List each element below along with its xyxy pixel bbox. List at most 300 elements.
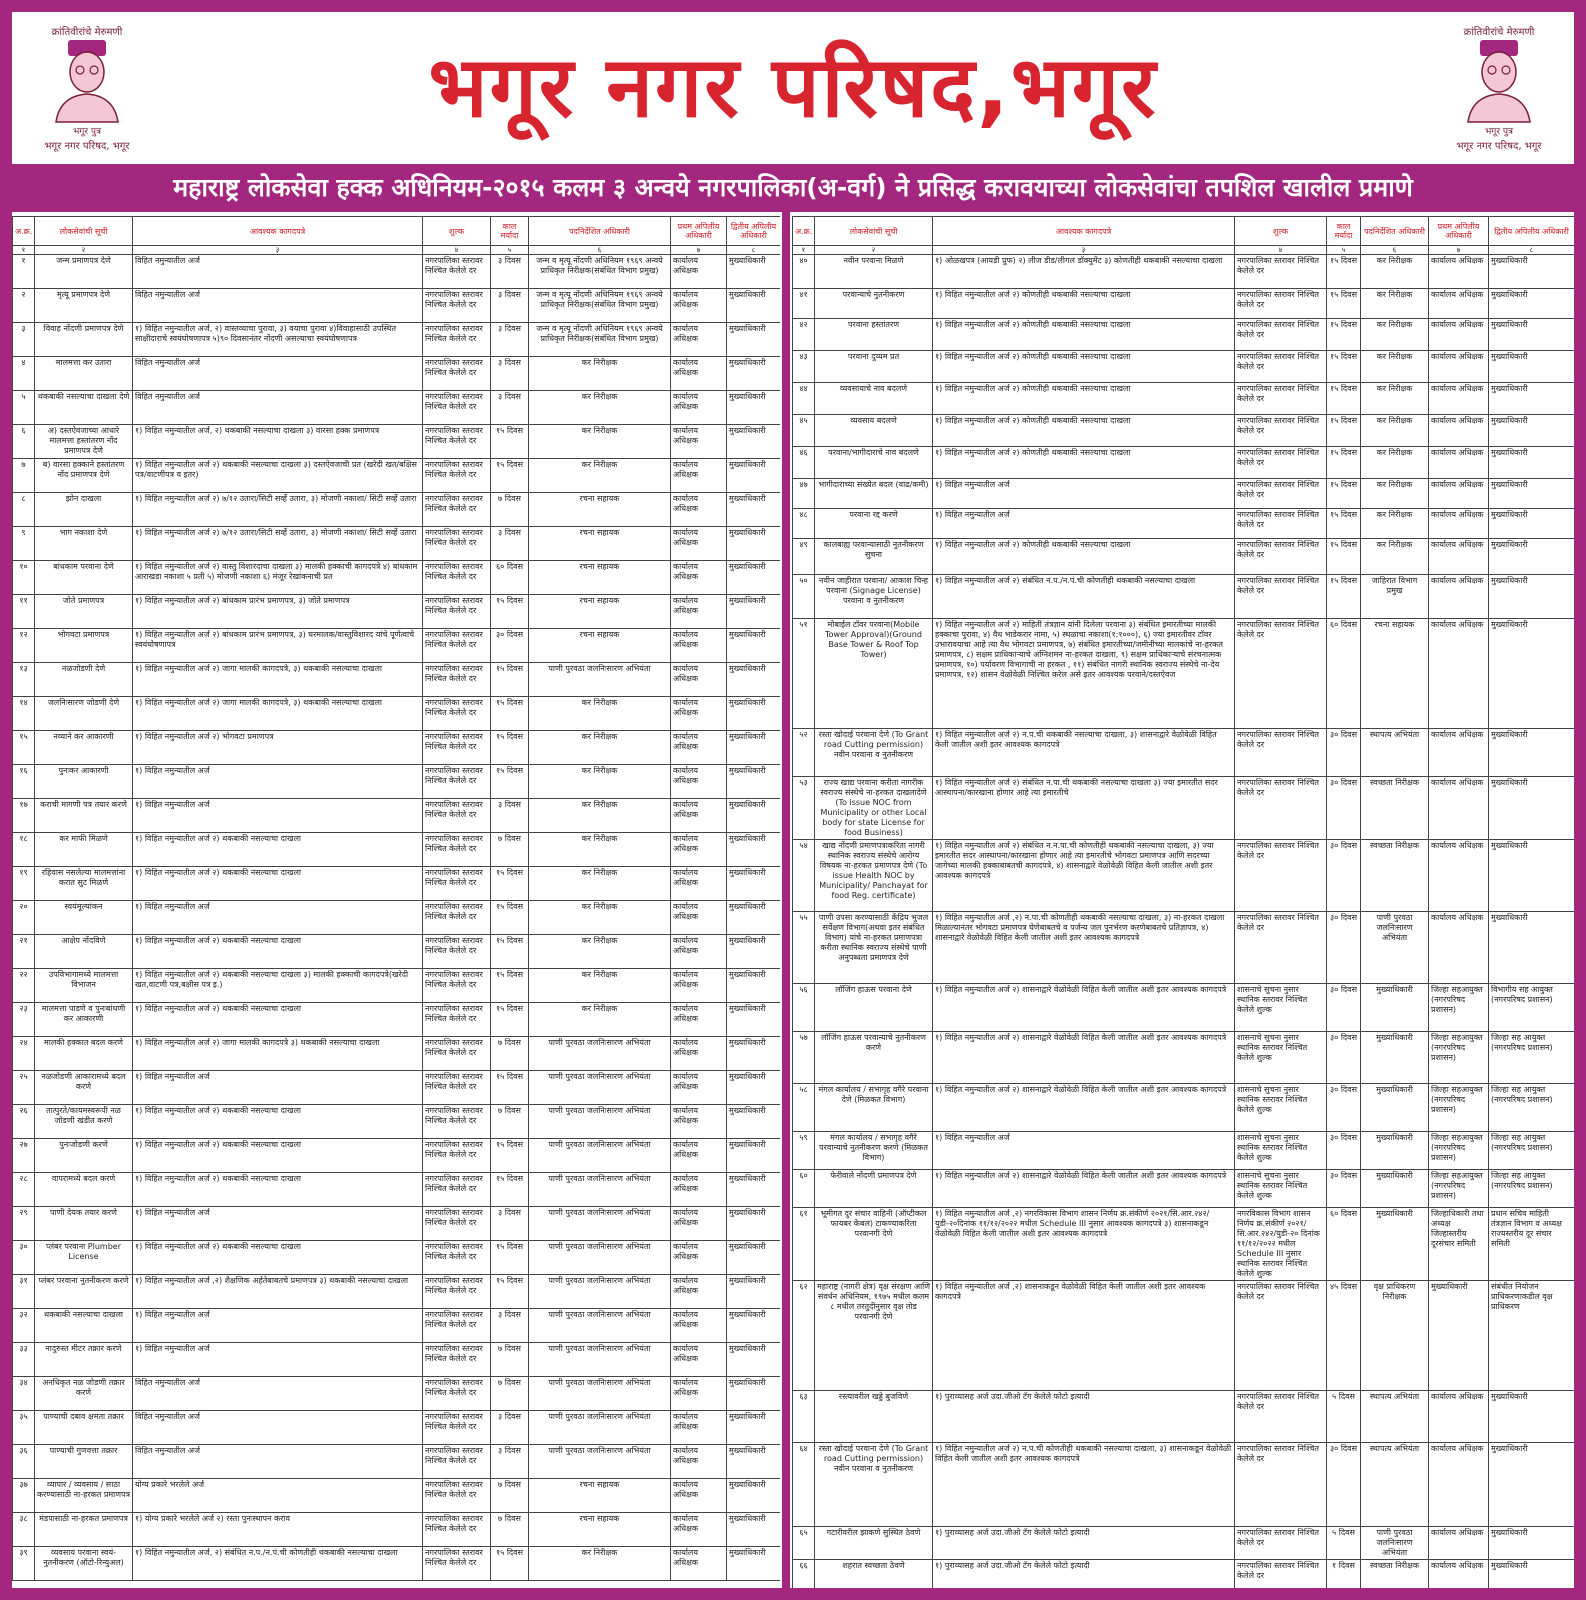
documents-cell: १) विहित नमुन्यातील अर्ज २) कोणतीही थकबाकी नसल्याचा दाखला	[933, 447, 1235, 479]
time-limit-cell: १५ दिवस	[491, 1173, 529, 1207]
table-row	[13, 1445, 781, 1479]
first-appellate-cell: कार्यालय अधिक्षक	[671, 697, 727, 731]
designated-officer-cell: पाणी पुरवठा जलनिःसारण अभियंता	[529, 1105, 671, 1139]
documents-cell: १) विहित नमुन्यातील अर्ज २) संबंधित न.पा.ची थकबाकी नसल्याचा दाखला ३) ज्या इमारतीत सदर आस्थापना/कारखाना होणार आहे त्या इमारतीचे	[933, 777, 1235, 840]
service-name-cell: व्यापार / व्यवसाय / साठा करण्यासाठी ना-हरकत प्रमाणपत्र	[35, 1479, 133, 1513]
first-appellate-cell: कार्यालय अधिक्षक	[671, 255, 727, 289]
column-number: १	[13, 246, 35, 255]
second-appellate-cell: मुख्याधिकारी	[1489, 255, 1575, 289]
first-appellate-cell: कार्यालय अधिक्षक	[671, 1547, 727, 1581]
documents-cell: विहित नमुन्यातील अर्ज	[133, 1411, 423, 1445]
time-limit-cell: १५ दिवस	[491, 1241, 529, 1275]
first-appellate-cell: कार्यालय अधिक्षक	[671, 425, 727, 459]
designated-officer-cell: पाणी पुरवठा जलनिःसारण अभियंता	[529, 1343, 671, 1377]
second-appellate-cell: मुख्याधिकारी	[727, 1241, 781, 1275]
fee-cell: नगरपालिका स्तरावर निश्चित केलेले दर	[423, 425, 491, 459]
second-appellate-cell: मुख्याधिकारी	[727, 731, 781, 765]
time-limit-cell: ३० दिवस	[1327, 912, 1361, 984]
serial-cell: ३५	[13, 1411, 35, 1445]
first-appellate-cell: कार्यालय अधिक्षक	[671, 867, 727, 901]
second-appellate-cell: मुख्याधिकारी	[1489, 575, 1575, 619]
table-row	[13, 1275, 781, 1309]
serial-cell: ४	[13, 357, 35, 391]
fee-cell: नगरपालिका स्तरावर निश्चित केलेले दर	[423, 1241, 491, 1275]
second-appellate-cell: मुख्याधिकारी	[727, 765, 781, 799]
documents-cell: १) विहित नमुन्यातील अर्ज २) थकबाकी नसल्याचा दाखला	[133, 1241, 423, 1275]
second-appellate-cell: जिल्हा सह आयुक्त (नगरपरिषद प्रशासन)	[1489, 1170, 1575, 1208]
fee-cell: नगरपालिका स्तरावर निश्चित केलेले दर	[423, 833, 491, 867]
service-name-cell: परवाना रद्द करणे	[815, 509, 933, 539]
time-limit-cell: १५ दिवस	[491, 1071, 529, 1105]
time-limit-cell: ७ दिवस	[491, 833, 529, 867]
column-header: लोकसेवांची सूची	[35, 217, 133, 246]
serial-cell: ५६	[793, 984, 815, 1032]
serial-cell: ४४	[793, 383, 815, 415]
service-name-cell: परवाना/भागीदाराचे नाव बदलणे	[815, 447, 933, 479]
serial-cell: ३	[13, 323, 35, 357]
first-appellate-cell: जिल्हा सहआयुक्त (नगरपरिषद प्रशासन)	[1429, 984, 1489, 1032]
table-row	[13, 1411, 781, 1445]
fee-cell: नगरपालिका स्तरावर निश्चित केलेले दर	[423, 765, 491, 799]
second-appellate-cell: मुख्याधिकारी	[727, 663, 781, 697]
fee-cell: नगरपालिका स्तरावर निश्चित केलेले दर	[423, 1105, 491, 1139]
designated-officer-cell: रचना सहायक	[529, 493, 671, 527]
serial-cell: ५५	[793, 912, 815, 984]
serial-cell: ६३	[793, 1391, 815, 1443]
first-appellate-cell: कार्यालय अधिक्षक	[671, 1445, 727, 1479]
column-header: अ.क्र.	[793, 217, 815, 246]
table-row	[13, 969, 781, 1003]
time-limit-cell: ५ दिवस	[1327, 1527, 1361, 1560]
fee-cell: शासनाचे सुचना नुसार स्थानिक स्तरावर निश्चित केलेले शुल्क	[1235, 1170, 1327, 1208]
second-appellate-cell: मुख्याधिकारी	[1489, 840, 1575, 912]
time-limit-cell: १५ दिवस	[1327, 351, 1361, 383]
time-limit-cell: १५ दिवस	[491, 935, 529, 969]
designated-officer-cell: कर निरीक्षक	[1361, 255, 1429, 289]
designated-officer-cell: पाणी पुरवठा जलनिःसारण अभियंता	[529, 1139, 671, 1173]
designated-officer-cell: कर निरीक्षक	[529, 425, 671, 459]
time-limit-cell: ३ दिवस	[491, 357, 529, 391]
serial-cell: ८	[13, 493, 35, 527]
second-appellate-cell: मुख्याधिकारी	[727, 1343, 781, 1377]
second-appellate-cell: मुख्याधिकारी	[727, 357, 781, 391]
second-appellate-cell: मुख्याधिकारी	[1489, 509, 1575, 539]
fee-cell: नगरविकास विभाग शासन निर्णय क्र.संकीर्ण २०२१/ सि.आर.२४२/युडी-२० दिनांक ११/१२/२०२२ मधील Schedule III नुसार स्थानिक स्तरावर निश्चित केलेले शुल्क	[1235, 1208, 1327, 1281]
serial-cell: ४७	[793, 479, 815, 509]
fee-cell: नगरपालिका स्तरावर निश्चित केलेले दर	[423, 1547, 491, 1581]
table-row	[13, 391, 781, 425]
fee-cell: नगरपालिका स्तरावर निश्चित केलेले दर	[423, 289, 491, 323]
designated-officer-cell: कर निरीक्षक	[529, 935, 671, 969]
serial-cell: १३	[13, 663, 35, 697]
service-name-cell: वापरामध्ये बदल करणे	[35, 1173, 133, 1207]
fee-cell: नगरपालिका स्तरावर निश्चित केलेले दर	[423, 255, 491, 289]
second-appellate-cell: मुख्याधिकारी	[1489, 1443, 1575, 1527]
table-row	[793, 1527, 1575, 1560]
fee-cell: नगरपालिका स्तरावर निश्चित केलेले दर	[1235, 575, 1327, 619]
serial-cell: ३०	[13, 1241, 35, 1275]
portrait-icon	[50, 38, 124, 124]
column-header: शुल्क	[1235, 217, 1327, 246]
portrait-icon	[1462, 38, 1536, 124]
serial-cell: १४	[13, 697, 35, 731]
second-appellate-cell: मुख्याधिकारी	[727, 323, 781, 357]
documents-cell: १) पुराव्यासह अर्ज उदा.जीओ टॅग केलेले फोटो इत्यादी	[933, 1527, 1235, 1560]
first-appellate-cell: कार्यालय अधिक्षक	[1429, 289, 1489, 319]
logo-left	[22, 24, 152, 156]
documents-cell: १) विहित नमुन्यातील अर्ज २) कोणतीही थकबाकी नसल्याचा दाखला	[933, 415, 1235, 447]
second-appellate-cell: मुख्याधिकारी	[727, 1003, 781, 1037]
time-limit-cell: १ दिवस	[1327, 1560, 1361, 1589]
second-appellate-cell: मुख्याधिकारी	[727, 493, 781, 527]
documents-cell: १) विहित नमुन्यातील अर्ज २) बांधकाम प्रारंभ प्रमाणपत्र, ३) घरमालक/वास्तुविशारद यांचे पूर्णत्वाचे स्वयंघोषणापत्र	[133, 629, 423, 663]
table-row	[793, 619, 1575, 729]
designated-officer-cell: पाणी पुरवठा जलनिःसारण अभियंता	[1361, 1527, 1429, 1560]
table-row	[793, 289, 1575, 319]
serial-cell: ४९	[793, 539, 815, 575]
table-row	[13, 697, 781, 731]
designated-officer-cell: मुख्याधिकारी	[1361, 1132, 1429, 1170]
table-row	[793, 447, 1575, 479]
documents-cell: १) विहित नमुन्यातील अर्ज २) शासनाद्वारे वेळोवेळी विहित केली जातील अशी इतर आवश्यक कागदपत्रे	[933, 1084, 1235, 1132]
documents-cell: १) विहित नमुन्यातील अर्ज २) थकबाकी नसल्याचा दाखला	[133, 1105, 423, 1139]
designated-officer-cell: स्वच्छता निरीक्षक	[1361, 1560, 1429, 1589]
designated-officer-cell: कर निरीक्षक	[529, 697, 671, 731]
designated-officer-cell: रचना सहायक	[529, 1513, 671, 1547]
documents-cell: १) विहित नमुन्यातील अर्ज २) थकबाकी नसल्याचा दाखला	[133, 867, 423, 901]
designated-officer-cell: पाणी पुरवठा जलनिःसारण अभियंता	[529, 1207, 671, 1241]
first-appellate-cell: कार्यालय अधिक्षक	[1429, 479, 1489, 509]
time-limit-cell: १५ दिवस	[491, 901, 529, 935]
fee-cell: नगरपालिका स्तरावर निश्चित केलेले दर	[423, 459, 491, 493]
service-name-cell: नवीन जाहीरात परवाना/ आकाश चिन्ह परवाना (Signage License) परवाना व नुतनीकरण	[815, 575, 933, 619]
time-limit-cell: १५ दिवस	[1327, 539, 1361, 575]
fee-cell: नगरपालिका स्तरावर निश्चित केलेले दर	[423, 1411, 491, 1445]
designated-officer-cell: कर निरीक्षक	[529, 1003, 671, 1037]
designated-officer-cell: स्थापत्य अभियंता	[1361, 1391, 1429, 1443]
time-limit-cell: ३० दिवस	[1327, 1084, 1361, 1132]
first-appellate-cell: कार्यालय अधिक्षक	[671, 1037, 727, 1071]
serial-cell: ५८	[793, 1084, 815, 1132]
first-appellate-cell: कार्यालय अधिक्षक	[671, 527, 727, 561]
table-row	[13, 731, 781, 765]
first-appellate-cell: कार्यालय अधिक्षक	[671, 663, 727, 697]
documents-cell: १) योग्य प्रकारे भरलेले अर्ज २) रस्ता पुनःस्थापन कराव	[133, 1513, 423, 1547]
first-appellate-cell: कार्यालय अधिक्षक	[1429, 319, 1489, 351]
time-limit-cell: ३० दिवस	[1327, 840, 1361, 912]
designated-officer-cell: पाणी पुरवठा जलनिःसारण अभियंता	[529, 1071, 671, 1105]
first-appellate-cell: कार्यालय अधिक्षक	[671, 1479, 727, 1513]
first-appellate-cell: कार्यालय अधिक्षक	[1429, 351, 1489, 383]
column-number: ७	[671, 246, 727, 255]
second-appellate-cell: मुख्याधिकारी	[727, 1173, 781, 1207]
time-limit-cell: १५ दिवस	[1327, 575, 1361, 619]
second-appellate-cell: मुख्याधिकारी	[727, 459, 781, 493]
designated-officer-cell: कर निरीक्षक	[1361, 319, 1429, 351]
first-appellate-cell: कार्यालय अधिक्षक	[671, 969, 727, 1003]
serial-cell: ३७	[13, 1479, 35, 1513]
column-number: ६	[529, 246, 671, 255]
first-appellate-cell: कार्यालय अधिक्षक	[1429, 447, 1489, 479]
serial-cell: ५९	[793, 1132, 815, 1170]
documents-cell: १) विहित नमुन्यातील अर्ज २) जागा मालकी कागदपत्रे, ३) थकबाकी नसल्याचा दाखला	[133, 697, 423, 731]
service-name-cell: मंडपासाठी ना-हरकत प्रमाणपत्र	[35, 1513, 133, 1547]
designated-officer-cell: कर निरीक्षक	[1361, 415, 1429, 447]
table-row	[13, 1241, 781, 1275]
second-appellate-cell: मुख्याधिकारी	[1489, 539, 1575, 575]
fee-cell: नगरपालिका स्तरावर निश्चित केलेले दर	[1235, 383, 1327, 415]
first-appellate-cell: कार्यालय अधिक्षक	[1429, 255, 1489, 289]
table-row	[13, 493, 781, 527]
time-limit-cell: ७ दिवस	[491, 1513, 529, 1547]
fee-cell: नगरपालिका स्तरावर निश्चित केलेले दर	[423, 935, 491, 969]
service-name-cell: महाराष्ट्र (नागरी क्षेत्र) वृक्ष संरक्षण आणि संवर्धन अधिनियम, १९७५ मधील कलम ८ मधील तरतुदीनुसार वृक्ष तोड परवानगी देणे	[815, 1281, 933, 1391]
table-row	[13, 1377, 781, 1411]
time-limit-cell: १५ दिवस	[491, 867, 529, 901]
designated-officer-cell: पाणी पुरवठा जलनिःसारण अभियंता	[529, 1377, 671, 1411]
designated-officer-cell: मुख्याधिकारी	[1361, 1170, 1429, 1208]
designated-officer-cell: पाणी पुरवठा जलनिःसारण अभियंता	[529, 1241, 671, 1275]
time-limit-cell: ३० दिवस	[1327, 984, 1361, 1032]
table-row	[13, 935, 781, 969]
first-appellate-cell: कार्यालय अधिक्षक	[671, 1377, 727, 1411]
second-appellate-cell: मुख्याधिकारी	[727, 289, 781, 323]
services-table-right	[792, 216, 1574, 1588]
serial-cell: २६	[13, 1105, 35, 1139]
time-limit-cell: ७ दिवस	[491, 1105, 529, 1139]
fee-cell: नगरपालिका स्तरावर निश्चित केलेले दर	[1235, 319, 1327, 351]
second-appellate-cell: मुख्याधिकारी	[1489, 1391, 1575, 1443]
designated-officer-cell: पाणी पुरवठा जलनिःसारण अभियंता	[529, 1275, 671, 1309]
documents-cell: १) विहित नमुन्यातील अर्ज २) शासनाद्वारे वेळोवेळी विहित केली जातील अशी इतर आवश्यक कागदपत्रे	[933, 1170, 1235, 1208]
table-row	[793, 319, 1575, 351]
first-appellate-cell: कार्यालय अधिक्षक	[671, 493, 727, 527]
documents-cell: योग्य प्रकारे भरलेले अर्ज	[133, 1479, 423, 1513]
time-limit-cell: ३० दिवस	[1327, 1032, 1361, 1084]
documents-cell: १) विहित नमुन्यातील अर्ज, २) संबंधित न.प./न.पं.ची कोणतीही थकबाकी नसल्याचा दाखला	[133, 1547, 423, 1581]
second-appellate-cell: मुख्याधिकारी	[727, 1513, 781, 1547]
time-limit-cell: १५ दिवस	[1327, 319, 1361, 351]
table-row	[13, 255, 781, 289]
second-appellate-cell: मुख्याधिकारी	[727, 425, 781, 459]
designated-officer-cell: मुख्याधिकारी	[1361, 1032, 1429, 1084]
column-header: प्रथम अपिलीय अधिकारी	[1429, 217, 1489, 246]
column-header: द्वितीय अपिलीय अधिकारी	[1489, 217, 1575, 246]
second-appellate-cell: मुख्याधिकारी	[727, 1139, 781, 1173]
service-name-cell: पाणी देयक तयार करणे	[35, 1207, 133, 1241]
logo-caption-top: क्रांतिवीरांचे मेरुमणी	[51, 27, 123, 38]
documents-cell: विहित नमुन्यातील अर्ज	[133, 255, 423, 289]
time-limit-cell: ३ दिवस	[491, 289, 529, 323]
fee-cell: नगरपालिका स्तरावर निश्चित केलेले दर	[423, 969, 491, 1003]
first-appellate-cell: कार्यालय अधिक्षक	[1429, 777, 1489, 840]
designated-officer-cell: स्थापत्य अभियंता	[1361, 1443, 1429, 1527]
designated-officer-cell: वृक्ष प्राधिकरण निरीक्षक	[1361, 1281, 1429, 1391]
table-row	[13, 1071, 781, 1105]
first-appellate-cell: मुख्याधिकारी	[1429, 1281, 1489, 1391]
serial-cell: १६	[13, 765, 35, 799]
first-appellate-cell: कार्यालय अधिक्षक	[671, 391, 727, 425]
fee-cell: नगरपालिका स्तरावर निश्चित केलेले दर	[423, 323, 491, 357]
service-name-cell: रस्ता खोदाई परवाना देणे (To Grant road Cutting permission) नवीन परवाना व नुतनीकरण	[815, 1443, 933, 1527]
designated-officer-cell: कर निरीक्षक	[1361, 351, 1429, 383]
subtitle-banner: महाराष्ट्र लोकसेवा हक्क अधिनियम-२०१५ कलम ३ अन्वये नगरपालिका(अ-वर्ग) ने प्रसिद्ध करावयाच्या लोकसेवांचा तपशिल खालील प्रमाणे	[12, 164, 1574, 212]
serial-cell: १९	[13, 867, 35, 901]
first-appellate-cell: कार्यालय अधिक्षक	[671, 731, 727, 765]
second-appellate-cell: मुख्याधिकारी	[727, 867, 781, 901]
service-name-cell: फेरीवाले नोंदणी प्रमाणपत्र देणे	[815, 1170, 933, 1208]
logo-name: भगूर पुत्र	[1484, 127, 1514, 137]
second-appellate-cell: मुख्याधिकारी	[1489, 351, 1575, 383]
service-name-cell: पाण्याची दबाव क्षमता तक्रार	[35, 1411, 133, 1445]
second-appellate-cell: मुख्याधिकारी	[1489, 383, 1575, 415]
fee-cell: नगरपालिका स्तरावर निश्चित केलेले दर	[423, 1513, 491, 1547]
designated-officer-cell: पाणी पुरवठा जलनिःसारण अभियंता	[529, 1309, 671, 1343]
service-name-cell: उपविभागामध्ये मालमत्ता विभाजन	[35, 969, 133, 1003]
serial-cell: १५	[13, 731, 35, 765]
documents-cell: १) विहित नमुन्यातील अर्ज	[133, 1309, 423, 1343]
service-name-cell: जलनिःसारण जोडणी देणे	[35, 697, 133, 731]
documents-cell: १) विहित नमुन्यातील अर्ज ,२) शैक्षणिक अर्हतेबाबतचे प्रमाणपत्र ३) थकबाकी नसल्याचा दाखला	[133, 1275, 423, 1309]
fee-cell: नगरपालिका स्तरावर निश्चित केलेले दर	[423, 1139, 491, 1173]
serial-cell: ६२	[793, 1281, 815, 1391]
first-appellate-cell: कार्यालय अधिक्षक	[1429, 415, 1489, 447]
second-appellate-cell: मुख्याधिकारी	[727, 935, 781, 969]
designated-officer-cell: कर निरीक्षक	[1361, 509, 1429, 539]
table-row	[793, 539, 1575, 575]
service-name-cell: विवाह नोंदणी प्रमाणपत्र देणे	[35, 323, 133, 357]
table-row	[793, 415, 1575, 447]
serial-cell: १	[13, 255, 35, 289]
table-row	[13, 1513, 781, 1547]
documents-cell: विहित नमुन्यातील अर्ज	[133, 357, 423, 391]
table-row	[13, 765, 781, 799]
serial-cell: ४२	[793, 319, 815, 351]
fee-cell: नगरपालिका स्तरावर निश्चित केलेले दर	[423, 561, 491, 595]
serial-cell: ३२	[13, 1309, 35, 1343]
service-name-cell: भोगवटा प्रमाणपत्र	[35, 629, 133, 663]
table-row	[13, 1309, 781, 1343]
time-limit-cell: ७ दिवस	[491, 1037, 529, 1071]
documents-cell: १) विहित नमुन्यातील अर्ज २) शासनाद्वारे वेळोवेळी विहित केली जातील अशी इतर आवश्यक कागदपत्रे	[933, 984, 1235, 1032]
fee-cell: नगरपालिका स्तरावर निश्चित केलेले दर	[1235, 1281, 1327, 1391]
table-row	[793, 575, 1575, 619]
service-name-cell: खाद्य नोंदणी प्रमाणपत्राकरिता नागरी स्थानिक स्वराज्य संस्थेचे आरोग्य विषयक ना-हरकत प्रमाणपत्र देणे (To issue Health NOC by Municipality/ Panchayat for food Reg. certificate)	[815, 840, 933, 912]
fee-cell: नगरपालिका स्तरावर निश्चित केलेले दर	[1235, 840, 1327, 912]
time-limit-cell: ३ दिवस	[491, 1411, 529, 1445]
documents-cell: १) विहित नमुन्यातील अर्ज	[133, 1343, 423, 1377]
first-appellate-cell: कार्यालय अधिक्षक	[671, 561, 727, 595]
designated-officer-cell: कर निरीक्षक	[529, 1547, 671, 1581]
service-name-cell: रस्त्यावरील खड्डे बुजविणे	[815, 1391, 933, 1443]
serial-cell: ५०	[793, 575, 815, 619]
time-limit-cell: ७ दिवस	[491, 1377, 529, 1411]
serial-cell: २८	[13, 1173, 35, 1207]
time-limit-cell: ६० दिवस	[1327, 1208, 1361, 1281]
time-limit-cell: १५ दिवस	[491, 1275, 529, 1309]
column-number: १	[793, 246, 815, 255]
time-limit-cell: १५ दिवस	[491, 1139, 529, 1173]
table-row	[793, 729, 1575, 777]
designated-officer-cell: पाणी पुरवठा जलनिःसारण अभियंता	[529, 1037, 671, 1071]
serial-cell: ६०	[793, 1170, 815, 1208]
designated-officer-cell: कर निरीक्षक	[529, 867, 671, 901]
services-table-left	[12, 216, 780, 1588]
service-name-cell: शहरात स्वच्छता ठेवणे	[815, 1560, 933, 1589]
serial-cell: १२	[13, 629, 35, 663]
time-limit-cell: १५ दिवस	[491, 1547, 529, 1581]
table-row	[793, 777, 1575, 840]
designated-officer-cell: स्वच्छता निरीक्षक	[1361, 840, 1429, 912]
serial-cell: ६४	[793, 1443, 815, 1527]
service-name-cell: मंगल कार्यालय / सभागृह वगैरे परवाना देणे (मिळकत विभाग)	[815, 1084, 933, 1132]
second-appellate-cell: मुख्याधिकारी	[727, 1275, 781, 1309]
time-limit-cell: १५ दिवस	[491, 459, 529, 493]
second-appellate-cell: मुख्याधिकारी	[727, 697, 781, 731]
service-name-cell: अनधिकृत नळ जोडणी तक्रार करणे	[35, 1377, 133, 1411]
table-row	[13, 1547, 781, 1581]
second-appellate-cell: मुख्याधिकारी	[727, 1037, 781, 1071]
fee-cell: नगरपालिका स्तरावर निश्चित केलेले दर	[423, 1445, 491, 1479]
table-row	[793, 383, 1575, 415]
documents-cell: १) विहित नमुन्यातील अर्ज २) कोणतीही थकबाकी नसल्याचा दाखला	[933, 319, 1235, 351]
fee-cell: नगरपालिका स्तरावर निश्चित केलेले दर	[1235, 912, 1327, 984]
service-name-cell: मृत्यू प्रमाणपत्र देणे	[35, 289, 133, 323]
service-name-cell: मालमत्ता कर उतारा	[35, 357, 133, 391]
table-row	[793, 1281, 1575, 1391]
column-number: ४	[1235, 246, 1327, 255]
table-row	[13, 425, 781, 459]
designated-officer-cell: मुख्याधिकारी	[1361, 1208, 1429, 1281]
fee-cell: नगरपालिका स्तरावर निश्चित केलेले दर	[423, 629, 491, 663]
time-limit-cell: १५ दिवस	[1327, 415, 1361, 447]
service-name-cell: थकबाकी नसल्याचा दाखला देणे	[35, 391, 133, 425]
first-appellate-cell: कार्यालय अधिक्षक	[671, 1105, 727, 1139]
second-appellate-cell: मुख्याधिकारी	[1489, 1527, 1575, 1560]
serial-cell: ६१	[793, 1208, 815, 1281]
first-appellate-cell: कार्यालय अधिक्षक	[1429, 575, 1489, 619]
serial-cell: ३८	[13, 1513, 35, 1547]
table-row	[13, 799, 781, 833]
column-number: २	[35, 246, 133, 255]
service-name-cell: व्यवसाय परवाना स्वयं-नुतनीकरण (ऑटो-रिन्युअल)	[35, 1547, 133, 1581]
time-limit-cell: ३० दिवस	[1327, 1132, 1361, 1170]
designated-officer-cell: कर निरीक्षक	[529, 901, 671, 935]
first-appellate-cell: कार्यालय अधिक्षक	[1429, 383, 1489, 415]
fee-cell: नगरपालिका स्तरावर निश्चित केलेले दर	[423, 357, 491, 391]
documents-cell: १) विहित नमुन्यातील अर्ज २) न.प.ची कोणतीही थकबाकी नसल्याचा दाखला, ३) शासनाकडून वेळोवेळी विहित केली जातील अशी इतर आवश्यक कागदपत्रे	[933, 1443, 1235, 1527]
serial-cell: २१	[13, 935, 35, 969]
time-limit-cell: १५ दिवस	[491, 969, 529, 1003]
documents-cell: १) विहित नमुन्यातील अर्ज २) वास्तु विशारदाचा दाखला ३) मालकी हक्काची कागदपत्रे ४) बांधकाम आराखडा नकाशा ५ प्रती ५) मोजणी नकाशा ६) मंजूर रेखांकनाची प्रत	[133, 561, 423, 595]
documents-cell: १) विहित नमुन्यातील अर्ज २) संबंधित न.न.पा.ची कोणतीही थकबाकी नसल्याचा दाखला, ३) ज्या इमारतीत सदर आस्थापना/कारखाना होणार आहे त्या इमारतीचे भोगवटा प्रमाणपत्र आणि सदरच्या जागेच्या मालकी हक्काबाबतची कागदपत्रे, ४) शासनाद्वारे वेळोवेळी विहित केली जातील अशी इतर आवश्यक कागदपत्रे	[933, 840, 1235, 912]
documents-cell: १) विहित नमुन्यातील अर्ज, २) वास्तव्याचा पुरावा, ३) वयाचा पुरावा ४)विवाहासाठी उपस्थित साक्षीदाराचे स्वयंघोषणापत्र ५)९० दिवसानंतर नोंदणी असल्याचा स्वयंघोषणापत्र	[133, 323, 423, 357]
logo-name: भगूर पुत्र	[72, 127, 102, 137]
poster-body	[12, 12, 1574, 1588]
fee-cell: नगरपालिका स्तरावर निश्चित केलेले दर	[1235, 289, 1327, 319]
service-name-cell: परवान्याचे नुतनीकरण	[815, 289, 933, 319]
first-appellate-cell: जिल्हा सहआयुक्त (नगरपरिषद प्रशासन)	[1429, 1084, 1489, 1132]
first-appellate-cell: कार्यालय अधिक्षक	[671, 1309, 727, 1343]
table-row	[13, 1479, 781, 1513]
service-name-cell: जोते प्रमाणपत्र	[35, 595, 133, 629]
table-row	[13, 663, 781, 697]
serial-cell: ११	[13, 595, 35, 629]
service-name-cell: नळजोडणी देणे	[35, 663, 133, 697]
logo-right	[1434, 24, 1564, 156]
designated-officer-cell: कर निरीक्षक	[529, 765, 671, 799]
serial-cell: २४	[13, 1037, 35, 1071]
